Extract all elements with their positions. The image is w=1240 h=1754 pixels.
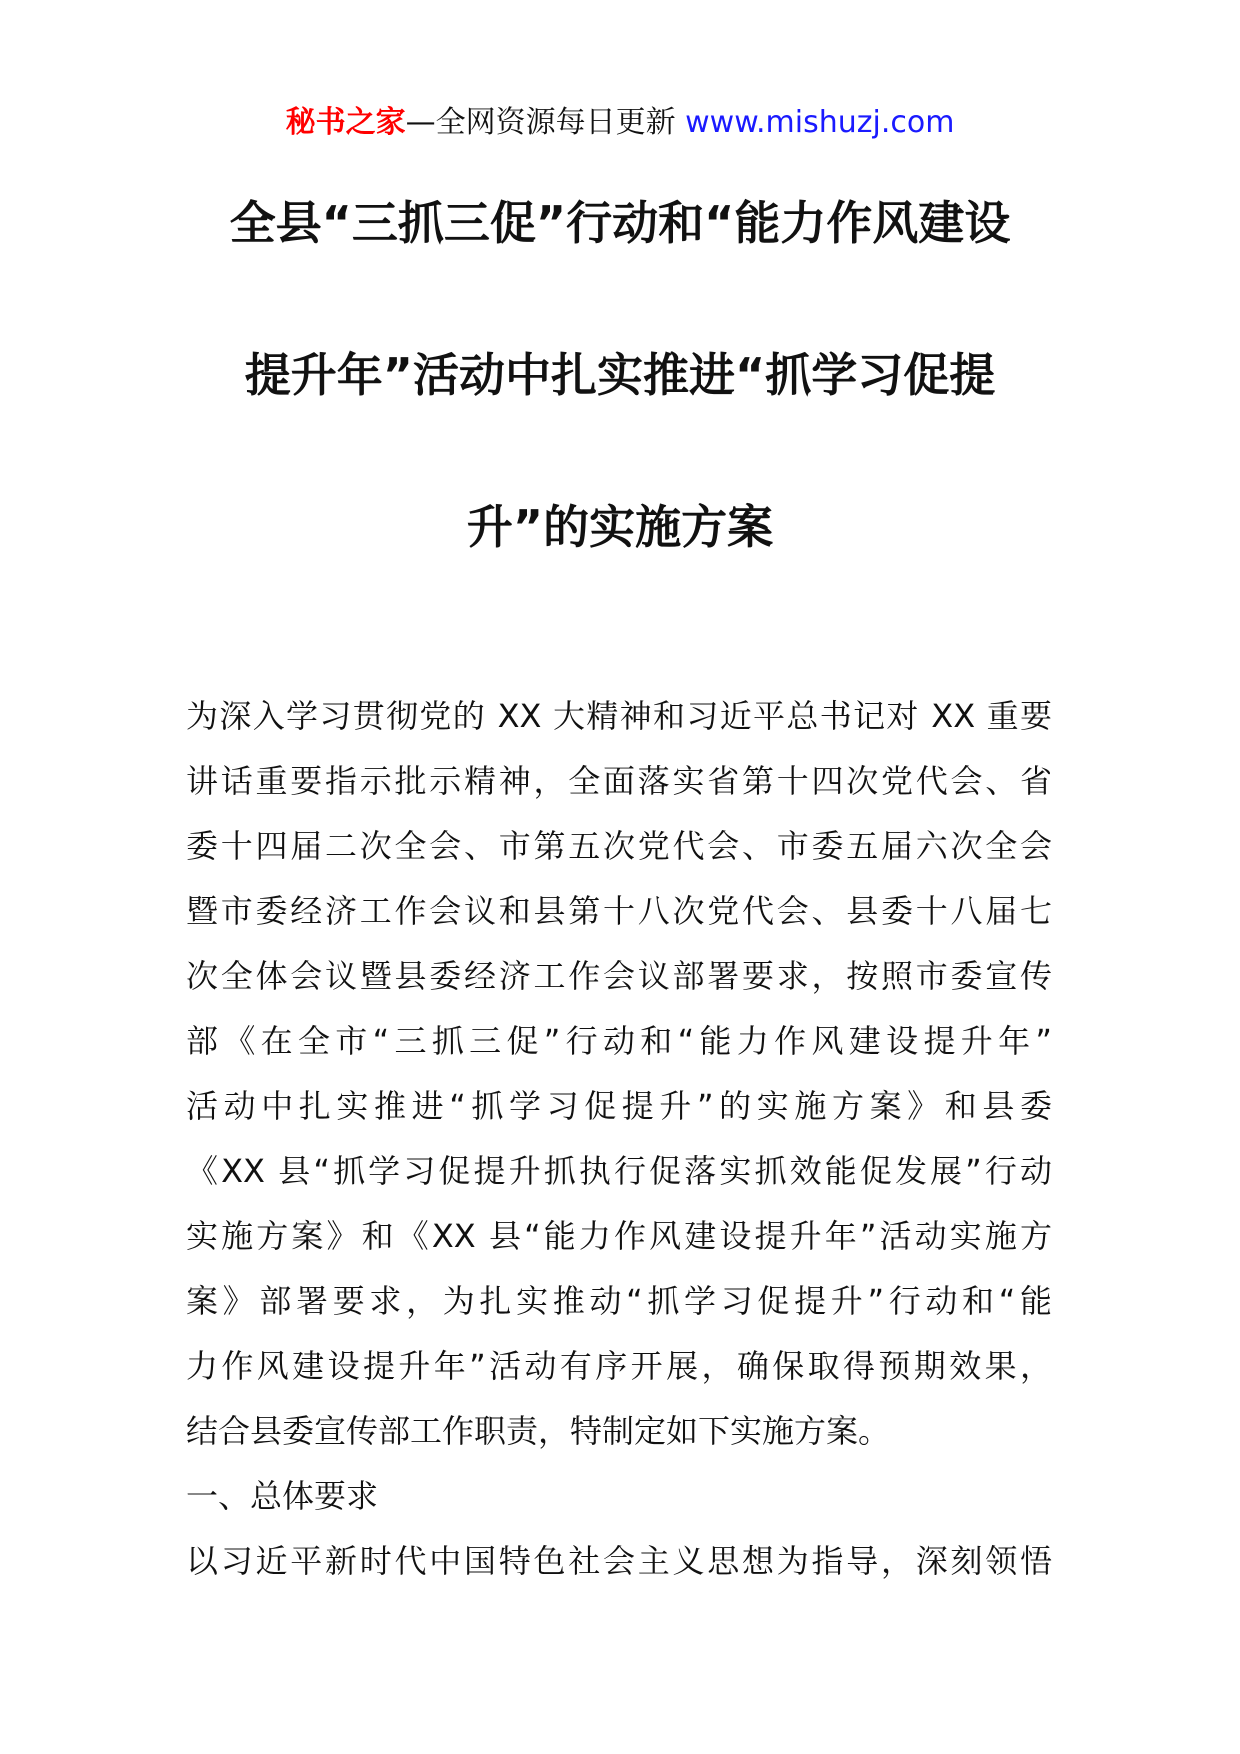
paragraph-line: 实施方案》和《XX 县“能力作风建设提升年”活动实施方 [186, 1217, 1052, 1255]
paragraph-line: 部《在全市“三抓三促”行动和“能力作风建设提升年” [186, 1022, 1052, 1060]
site-tagline: —全网资源每日更新 [405, 105, 686, 140]
paragraph-line: 《XX 县“抓学习促提升抓执行促落实抓效能促发展”行动 [186, 1152, 1052, 1190]
title-line: 提升年”活动中扎实推进“抓学习促提 [244, 348, 996, 402]
site-url-link[interactable]: www.mishuzj.com [685, 105, 955, 140]
paragraph-line: 结合县委宣传部工作职责，特制定如下实施方案。 [186, 1412, 891, 1450]
paragraph-line: 委十四届二次全会、市第五次党代会、市委五届六次全会 [186, 827, 1052, 865]
title-line: 升”的实施方案 [466, 500, 774, 554]
paragraph-line: 次全体会议暨县委经济工作会议部署要求，按照市委宣传 [186, 957, 1052, 995]
section-heading: 一、总体要求 [186, 1477, 379, 1515]
paragraph-line: 案》部署要求，为扎实推动“抓学习促提升”行动和“能 [186, 1282, 1052, 1320]
paragraph-line: 力作风建设提升年”活动有序开展，确保取得预期效果， [186, 1347, 1052, 1385]
paragraph-line: 为深入学习贯彻党的 XX 大精神和习近平总书记对 XX 重要 [186, 697, 1052, 735]
title-line: 全县“三抓三促”行动和“能力作风建设 [229, 196, 1011, 250]
paragraph-line: 以习近平新时代中国特色社会主义思想为指导，深刻领悟 [186, 1542, 1052, 1580]
paragraph-line: 活动中扎实推进“抓学习促提升”的实施方案》和县委 [186, 1087, 1052, 1125]
site-name: 秘书之家 [285, 105, 406, 140]
site-header [0, 103, 1240, 143]
paragraph-line: 暨市委经济工作会议和县第十八次党代会、县委十八届七 [186, 892, 1052, 930]
paragraph-line: 讲话重要指示批示精神，全面落实省第十四次党代会、省 [186, 762, 1052, 800]
document-title [190, 196, 1050, 652]
document-body [186, 684, 1052, 1594]
